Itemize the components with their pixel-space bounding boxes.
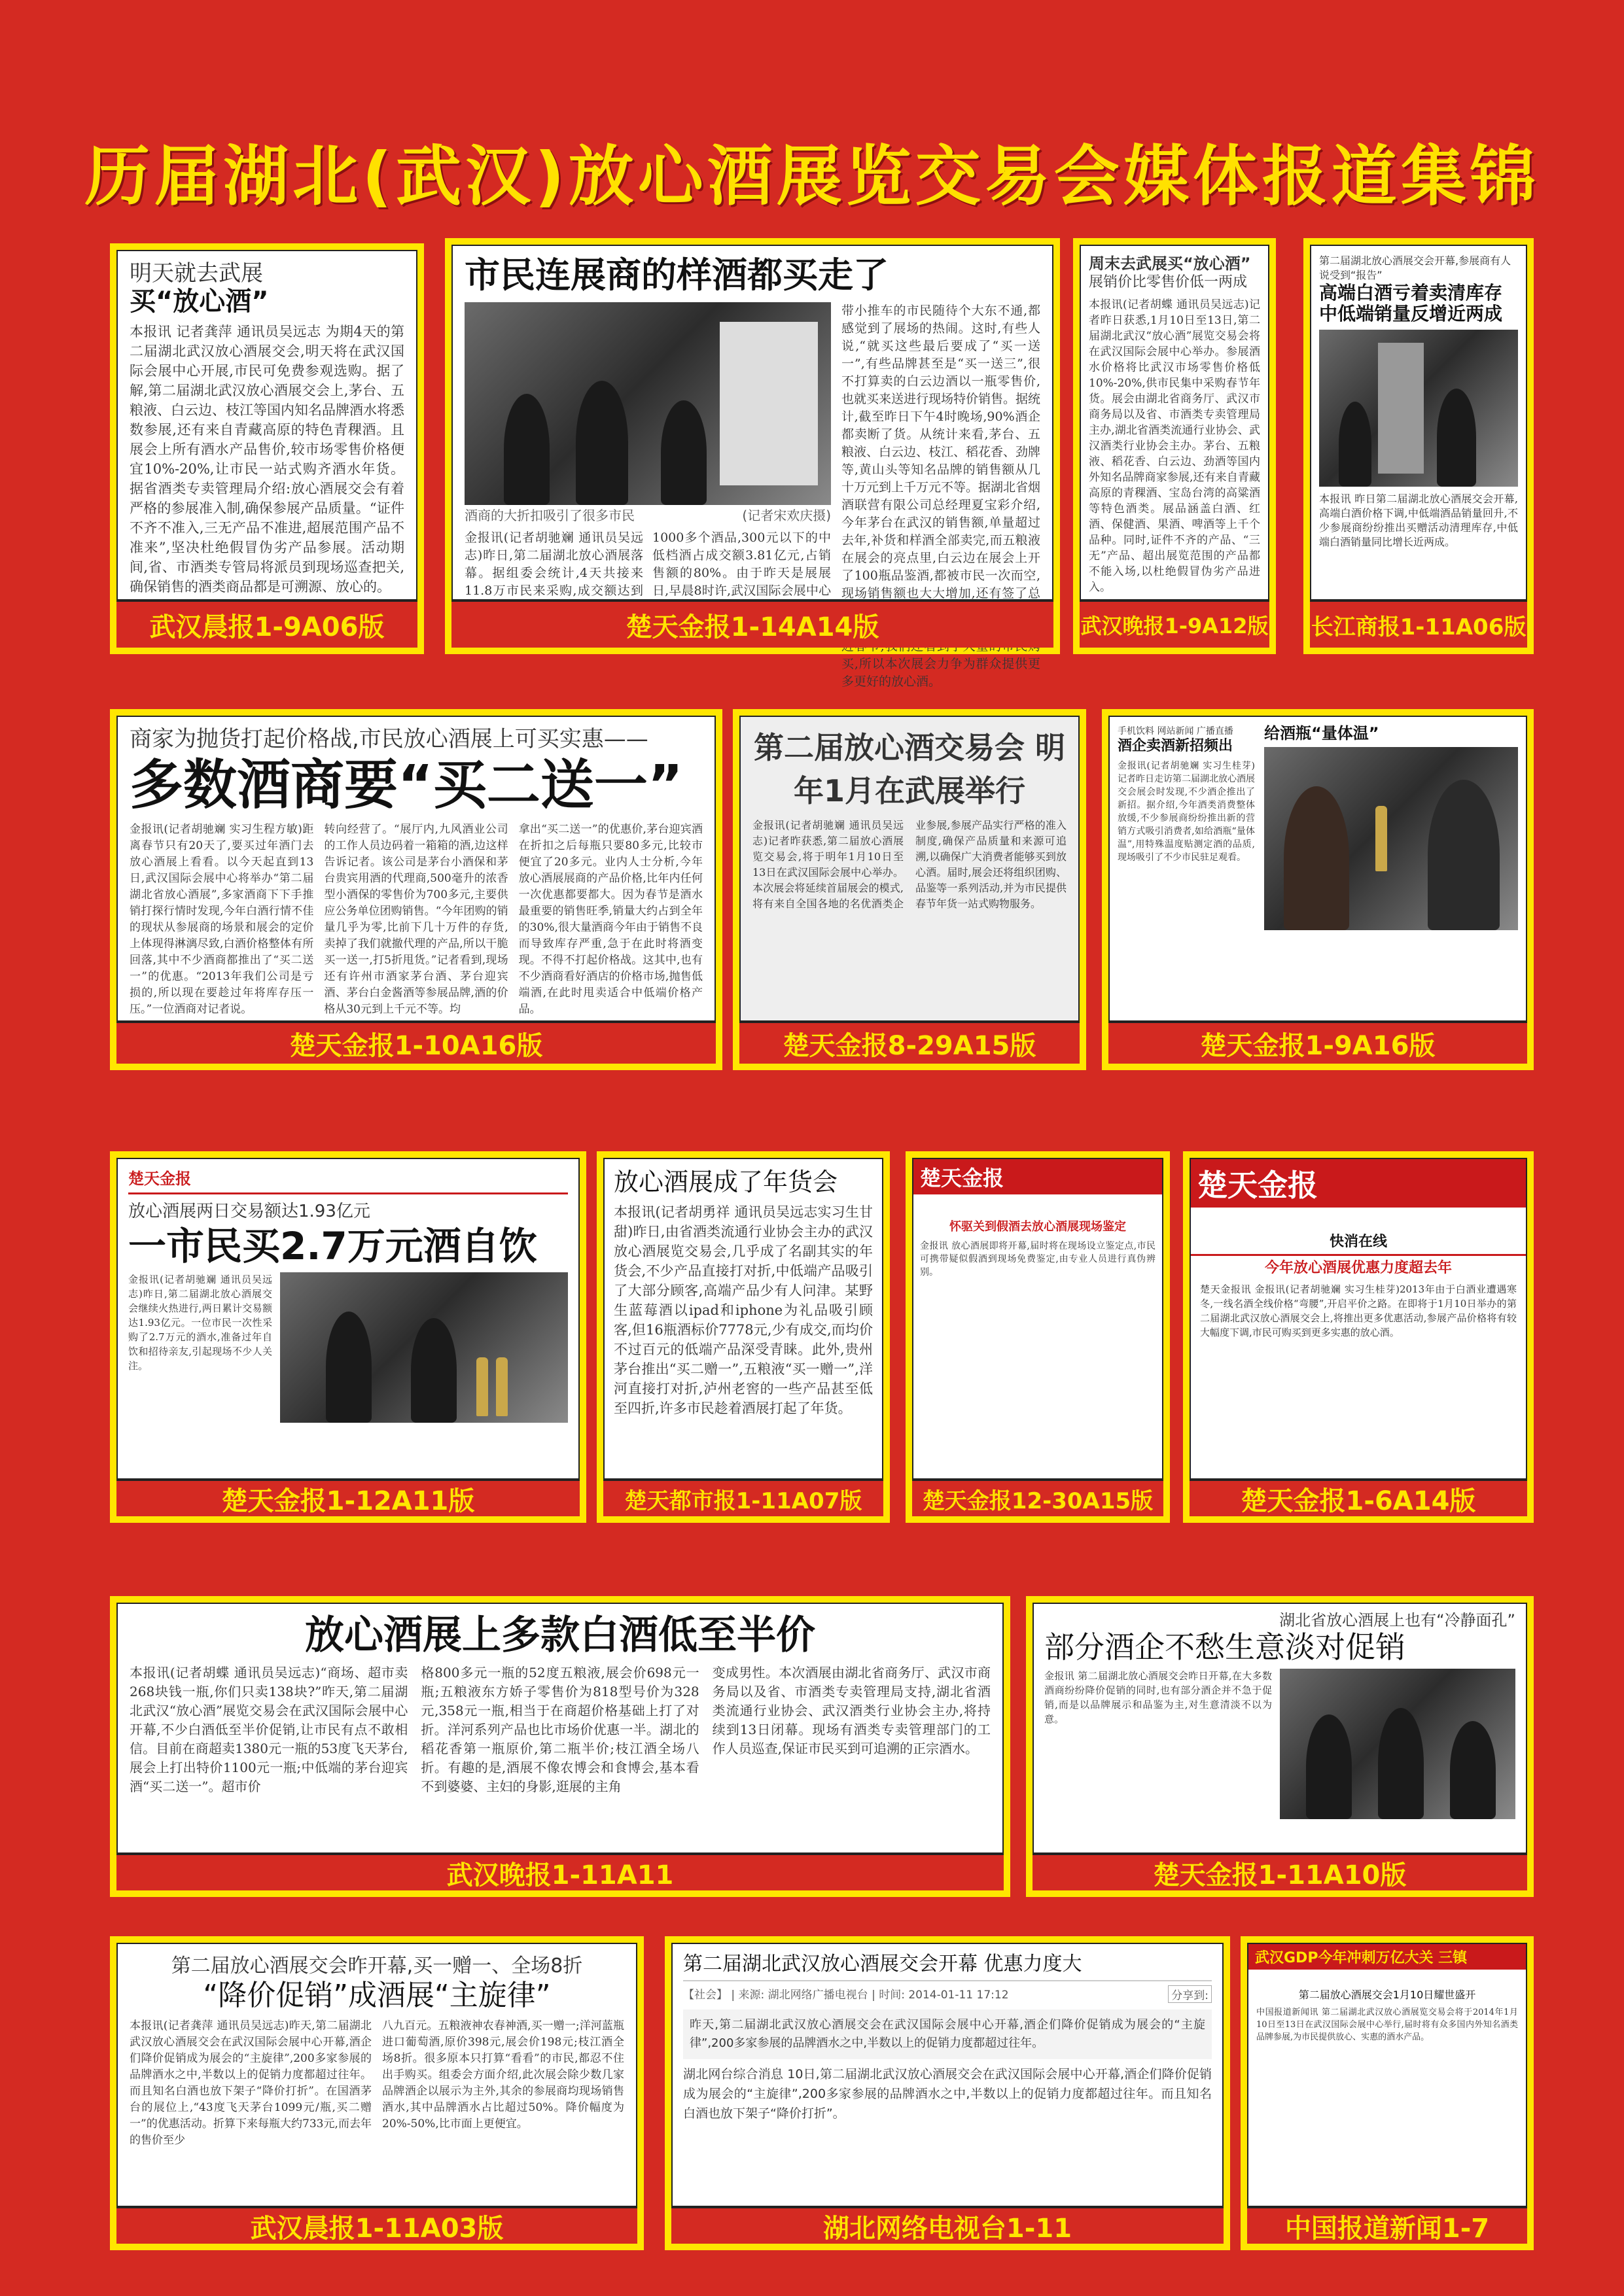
clip-body: 楚天金报讯 金报讯(记者胡驰斓 实习生桂芽)2013年由于白酒业遭遇寒冬,一线名酒全线价格“弯腰”,开启平价之路。在即将于1月10日举办的第二届湖北武汉放心酒展交会上,将推出更多优惠活动,参展产品价格将有较大幅度下调,市民可购买到更多实惠的放心酒。	[1200, 1283, 1517, 1338]
clip-caption: 楚天金报1-12A11版	[116, 1480, 580, 1516]
clip-chutian-0110	[110, 709, 722, 1070]
clip-caption: 楚天金报1-6A14版	[1190, 1480, 1527, 1516]
clip-caption: 楚天金报12-30A15版	[912, 1480, 1163, 1516]
clip-wuhan-evening-0111	[110, 1596, 1010, 1897]
clip-wuhan-morning-0111	[110, 1936, 644, 2250]
clip-kicker: 商家为抛货打起价格战,市民放心酒展上可买实惠——	[130, 726, 648, 752]
clip-headline: 多数酒商要“买二送一”	[130, 754, 683, 816]
clip-headline: 第二届湖北武汉放心酒展交会开幕 优惠力度大	[683, 1953, 1082, 1975]
clip-wuhan-evening-0109	[1073, 238, 1276, 654]
share-link[interactable]: 分享到:	[1168, 1985, 1212, 2003]
clip-body: 湖北网台综合消息 10日,第二届湖北武汉放心酒展交会在武汉国际会展中心开幕,酒企们降价促销成为展会的“主旋律”,200多家参展的品牌酒水之中,半数以上的促销力度都超过往年。而且知名白酒也放下架子“降价打折”。	[683, 2066, 1212, 2121]
clip-caption: 武汉晨报1-11A03版	[116, 2207, 637, 2244]
clip-subhead: 第二届放心酒展交会1月10日耀世盛开	[1298, 1989, 1476, 2001]
clip-kicker: 湖北省放心酒展上也有“冷静面孔”	[1279, 1611, 1515, 1629]
clip-caption: 楚天金报1-11A10版	[1033, 1854, 1527, 1890]
clip-hubei-net-tv-0111	[665, 1936, 1230, 2250]
clip-subhead: 怀驱关到假酒去放心酒展现场鉴定	[949, 1220, 1126, 1234]
news-photo	[1319, 330, 1518, 487]
article-meta: 【社会】 | 来源: 湖北网络广播电视台 | 时间: 2014-01-11 17:12	[683, 1988, 1009, 2002]
clip-content	[1033, 1603, 1527, 1854]
clip-headline: 一市民买2.7万元酒自饮	[128, 1224, 537, 1268]
clip-body: 1000多个酒品,300元以下的中低档酒占成交额3.81亿元,占销售额的80%。由于昨天是展展日,早晨8时许,武汉国际会展中心	[652, 531, 831, 599]
clip-kicker: 第二届放心酒展交会昨开幕,买一赠一、全场8折	[171, 1955, 583, 1977]
clip-content	[116, 1158, 580, 1480]
clip-caption: 楚天金报1-9A16版	[1108, 1022, 1527, 1064]
clip-content	[603, 1158, 883, 1480]
clip-content	[116, 716, 716, 1022]
page-title: 历届湖北(武汉)放心酒展览交易会媒体报道集锦	[84, 138, 1540, 215]
clip-chutian-0106	[1183, 1151, 1534, 1523]
clip-caption: 楚天金报1-14A14版	[451, 600, 1053, 648]
clip-section: 快消在线	[1329, 1234, 1387, 1250]
clip-headline: 今年放心酒展优惠力度超去年	[1264, 1260, 1452, 1277]
clip-content	[1108, 716, 1527, 1022]
clip-body: 转向经营了。“展厅内,九风酒业公司的工作人员边码着一箱箱的酒,边这样告诉记者。该公司是茅台小酒保和茅台贵宾用酒的代理商,500毫升的浓香型小酒保的零售价为700多元,主要供应公务单位团购销售。“今年团购的销量几乎为零,比前下几十万件的存货,卖掉了我们就撤代理的产品,所以干脆买一送一,打5折甩货。”记者看到,现场还有许州市酒家茅台酒、茅台迎宾酒、茅台白金酱酒等参展品牌,酒的价格从30元到上千元不等。均	[324, 823, 508, 1017]
clip-body: 金报讯(记者胡驰斓 实习生桂芽)记者昨日走访第二届湖北放心酒展交会展会时发现,不少酒企推出了新招。据介绍,今年酒类消费整体放缓,不少参展商纷纷推出新的营销方式吸引消费者,如给酒瓶“量体温”,用特殊温度贴测定酒的品质,现场吸引了不少市民驻足观看。	[1118, 761, 1255, 863]
clip-content	[1190, 1158, 1527, 1480]
clip-content	[1247, 1943, 1527, 2207]
clip-content	[116, 250, 417, 600]
clip-changjiang-0111	[1303, 238, 1534, 654]
clip-chutian-dushi-0111	[597, 1151, 890, 1523]
clip-kicker: 放心酒展两日交易额达1.93亿元	[128, 1202, 370, 1221]
clip-wuhan-morning-0109	[110, 243, 424, 654]
clip-body: 中国报道新闻讯 第二届湖北武汉放心酒展览交易会将于2014年1月10日至13日在武汉国际会展中心举行,届时将有众多国内外知名酒类品牌参展,为市民提供放心、实惠的酒水产品。	[1256, 2008, 1518, 2043]
clip-headline: 酒企卖酒新招频出	[1118, 738, 1233, 754]
clip-chutian-0114	[445, 238, 1060, 689]
clip-body: 带小推车的市民随待个大东不通,都感觉到了展场的热闹。这时,有些人说,“就买这些最后要成了“买一送一”,有些品牌甚至是“买一送三”,很不打算卖的白云边酒以一瓶零售价,也就买来送进行现场特价销售。据统计,截至昨日下午4时晚场,90%酒企都卖断了货。从统计来看,茅台、五粮液、白云边、枝江、稻花香、劲牌等,黄山头等知名品牌的销售额从几十万元到上千万元不等。据湖北省烟酒联营有限公司总经理夏宝彩介绍,今年茅台在武汉的销售额,单量超过去年,补货和样酒全部卖完,而五粮液在展会的亮点里,白云边在展会上开了100瓶品鉴酒,都被市民一次而空,现场销售额也大大增加,还有签了总 买,所以本次展会力争为群众提供更多更好的放心酒。	[841, 304, 1041, 689]
clip-chutian-0111	[1026, 1596, 1534, 1897]
clip-caption: 中国报道新闻1-7	[1247, 2207, 1527, 2244]
clip-caption: 武汉晚报1-9A12版	[1080, 600, 1269, 648]
newspaper-masthead: 武汉GDP今年冲刺万亿大关 三镇	[1248, 1944, 1526, 1970]
clip-chutian-0112	[110, 1151, 586, 1523]
clip-china-report-0107	[1241, 1936, 1534, 2250]
clip-headline-2: 给酒瓶“量体温”	[1264, 724, 1379, 742]
news-photo	[465, 302, 831, 505]
clip-content	[116, 1943, 637, 2207]
clip-body: 拿出“买二送一”的优惠价,茅台迎宾酒在折扣之后每瓶只要80多元,比较市便宜了20多元。业内人士分析,今年放心酒展展商的产品价格,比年内任何一次优惠都要都大。因为春节是酒水最重要的销售旺季,销量大约占到全年的30%,很大量酒商今年由于销售不良而导致库存严重,急于在此时将酒变现。不得不打起价格战。这其中,也有不少酒商看好酒店的价格市场,抛售低端酒,在此时甩卖适合中低端价格产品。	[518, 823, 703, 1017]
clip-headline: 放心酒展成了年货会	[614, 1168, 838, 1196]
clip-caption: 楚天金报8-29A15版	[739, 1022, 1080, 1064]
newspaper-masthead: 楚天金报	[128, 1166, 191, 1189]
clip-content	[116, 1603, 1004, 1854]
clip-caption: 湖北网络电视台1-11	[671, 2207, 1224, 2244]
clip-caption: 楚天都市报1-11A07版	[603, 1480, 883, 1516]
clip-content	[671, 1943, 1224, 2207]
clip-body: 变成男性。本次酒展由湖北省商务厅、武汉市商务局以及省、市酒类专卖管理局支持,湖北省酒类流通行业协会、武汉酒类行业协会主办,将持续到13日闭幕。现场有酒类专卖管理部门的工作人员巡查,保证市民买到可追溯的正宗酒水。	[712, 1665, 991, 1756]
clip-caption: 武汉晚报1-11A11	[116, 1854, 1004, 1890]
news-photo	[1280, 1669, 1515, 1819]
clip-kicker: 周末去武展买“放心酒”	[1089, 254, 1251, 273]
clip-content	[912, 1158, 1163, 1480]
clip-content	[1310, 245, 1527, 600]
clip-body: 八九百元。五粮液神农春神酒,买一赠一;洋河蓝瓶进口葡萄酒,原价398元,展会价198元;枝江酒全场8折。很多原本只打算“看看”的市民,都忍不住出手购买。组委会方面介绍,此次展会除少数几家品牌酒企以展示为主外,其余的参展商均现场销售酒水,其中品牌酒水占比超过50%。降价幅度为20%-50%,比市面上更便宜。	[382, 2019, 624, 2131]
newspaper-masthead: 楚天金报	[1191, 1159, 1526, 1208]
clip-headline: 部分酒企不愁生意淡对促销	[1044, 1629, 1405, 1665]
clip-caption: 长江商报1-11A06版	[1310, 600, 1527, 648]
clip-chutian-1230	[906, 1151, 1170, 1523]
clip-body: 金报讯(记者胡驰斓 通讯员吴远志)昨日,第二届湖北放心酒展落幕。据组委会统计,4天共接来11.8万市民来采购,成交额达到	[465, 531, 643, 599]
clip-headline: 买“放心酒”	[130, 287, 269, 317]
clip-body: 本报讯(记者胡蝶 通讯员吴远志)记者昨日获悉,1月10日至13日,第二届湖北武汉“放心酒”展览交易会将在武汉国际会展中心举办。参展酒水价格将比武汉市场零售价格低10%-20%,供市民集中采购春节年货。展会由湖北省商务厅、武汉市商务局以及省、市酒类专卖管理局主办,湖北省酒类流通行业协会、武汉酒类行业协会主办。茅台、五粮液、稻花香、白云边、劲酒等国内外知名品牌商家参展,还有来自青藏高原的青稞酒、宝岛台湾的高粱酒等特色酒类。展品涵盖白酒、红酒、保健酒、果酒、啤酒等上千个品种。同时,证件不齐的产品、“三无”产品、超出展览范围的产品都不能入场,以杜绝假冒伪劣产品进入。	[1089, 298, 1260, 594]
clip-body: 金报讯 放心酒展即将开幕,届时将在现场设立鉴定点,市民可携带疑似假酒到现场免费鉴定,由专业人员进行真伪辨别。	[920, 1240, 1156, 1278]
clip-body: 格800多元一瓶的52度五粮液,展会价698元一瓶;五粮液东方娇子零售价为818型号价为328元,358元一瓶,相当于在商超价格基础上打了对折。洋河系列产品也比市场价优惠一半。湖北的稻花香第一瓶原价,第二瓶半价;枝江酒全场八折。有趣的是,酒展不像农博会和食博会,基本看不到婆婆、主妇的身影,逛展的主角	[421, 1665, 699, 1794]
clip-kicker: 明天就去武展	[130, 260, 263, 287]
clip-body: 本报讯(记者胡蝶 通讯员吴远志)“商场、超市卖268块钱一瓶,你们只卖138块?”昨天,第二届湖北武汉“放心酒”展览交易会在武汉国际会展中心开幕,不少白酒低至半价促销,让市民有点不敢相信。目前在商超卖1380元一瓶的53度飞天茅台,展会上打出特价1100元一瓶;中低端的茅台迎宾酒“买二送一”。超市价	[130, 1665, 408, 1794]
news-photo	[280, 1272, 568, 1423]
clip-content	[739, 716, 1080, 1022]
clip-headline: 放心酒展上多款白酒低至半价	[305, 1612, 815, 1658]
clip-chutian-0109	[1102, 709, 1534, 1070]
clip-headline: 高端白酒亏着卖清库存 中低端销量反增近两成	[1319, 282, 1503, 325]
clip-body: 本报讯 昨日第二届湖北放心酒展交会开幕,高端白酒价格下调,中低端酒品销量回升,不少参展商纷纷推出买赠活动清理库存,中低端白酒销量同比增长近两成。	[1319, 493, 1518, 549]
clip-body: 本报讯 记者龚萍 通讯员吴远志 为期4天的第二届湖北武汉放心酒展交会,明天将在武汉国际会展中心开展,市民可免费参观选购。据了解,第二届湖北武汉放心酒展交会上,茅台、五粮液、白云边、枝江等国内知名品牌酒水将悉数参展,还有来自青藏高原的特色青稞酒。且展会上所有酒水产品售价,较市场零售价格便宜10%-20%,让市民一站式购齐酒水年货。据省酒类专卖管理局介绍:放心酒展交会有着严格的参展准入制,确保参展产品质量。“证件不齐不准入,三无产品不准进,超展范围产品不准来”,坚决杜绝假冒伪劣产品参展。活动期间,省、市酒类专管局将派员到现场巡查把关,确保销售的酒类商品都是可溯源、放心的。	[130, 324, 404, 595]
clip-body: 本报讯(记者胡勇祥 通讯员吴远志实习生甘甜)昨日,由省酒类流通行业协会主办的武汉放心酒展览交易会,几乎成了名副其实的年货会,不少产品直接打对折,中低端产品吸引了大部分顾客,高端产品少有人问津。某野生蓝莓酒以ipad和iphone为礼品吸引顾客,但16瓶酒标价7778元,少有成交,而均价不过百元的低端产品深受青睐。此外,贵州茅台推出“买二赠一”,五粮液“买一赠一”,洋河直接打对折,泸州老窖的一些产品甚至低至四折,许多市民趁着酒展打起了年货。	[614, 1204, 873, 1416]
article-lead: 昨天,第二届湖北武汉放心酒展交会在武汉国际会展中心开幕,酒企们降价促销成为展会的“主旋律”,200多家参展的品牌酒水之中,半数以上的促销力度都超过往年。	[683, 2009, 1212, 2059]
newspaper-masthead: 楚天金报	[913, 1159, 1162, 1194]
clip-content	[1080, 245, 1269, 600]
clip-subhead: 展销价比零售价低一两成	[1089, 274, 1248, 290]
news-photo	[1264, 747, 1518, 930]
clip-caption: 楚天金报1-10A16版	[116, 1022, 716, 1064]
clip-headline: 市民连展商的样酒都买走了	[465, 254, 889, 296]
clip-body: 金报讯 第二届湖北放心酒展交会昨日开幕,在大多数酒商纷纷降价促销的同时,也有部分酒企并不急于促销,而是以品牌展示和品鉴为主,对生意清淡不以为意。	[1044, 1669, 1272, 1725]
clip-kicker: 第二届湖北放心酒展交会开幕,参展商有人说受到“报告”	[1319, 254, 1511, 281]
clip-body: 本报讯(记者龚萍 通讯员吴远志)昨天,第二届湖北武汉放心酒展交会在武汉国际会展中心开幕,酒企们降价促销成为展会的“主旋律”,200多家参展的品牌酒水之中,半数以上的促销力度都超过往年。而且知名白酒也放下架子“降价打折”。在国酒茅台的展位上,“43度飞天茅台1099元/瓶,买二赠一”的优惠活动。折算下来每瓶大约733元,而去年的售价至少	[130, 2019, 372, 2147]
photo-credit: (记者宋欢庆摄)	[742, 508, 831, 524]
clip-chutian-0829	[733, 709, 1086, 1070]
clip-caption: 武汉晨报1-9A06版	[116, 600, 417, 648]
clip-headline: “降价促销”成酒展“主旋律”	[203, 1979, 551, 2012]
clip-body: 金报讯(记者胡驰斓 通讯员吴远志)记者昨获悉,第二届放心酒展览交易会,将于明年1月10日至13日在武汉国际会展中心举办。本次展会将延续首届展会的模式,将有来自全国各地的名优酒类企业参展,参展产品实行严格的准入制度,确保产品质量和来源可追溯,以确保广大消费者能够买到放心酒。届时,展会还将组织团购、品鉴等一系列活动,并为市民提供春节年货一站式购物服务。	[752, 819, 1067, 910]
photo-caption: 酒商的大折扣吸引了很多市民	[465, 508, 635, 524]
clip-body: 金报讯(记者胡驰斓 通讯员吴远志)昨日,第二届湖北放心酒展交会继续火热进行,两日累计交易额达1.93亿元。一位市民一次性采购了2.7万元的酒水,准备过年自饮和招待亲友,引起现场不少人关注。	[128, 1273, 272, 1372]
clip-headline: 第二届放心酒交易会 明年1月在武展举行	[753, 730, 1065, 809]
clip-kicker: 手机饮料 网站新闻 广播直播	[1118, 726, 1233, 737]
clip-body: 金报讯(记者胡驰斓 实习生程方敏)距离春节只有20天了,要买过年酒门去放心酒展上看看。以今天起直到13日,武汉国际会展中心将举办“第二届湖北省放心酒展”,多家酒商下下手推销打探行情时发现,今年白酒行情不佳的现状从参展商的场景和展会的定价上体现得淋漓尽致,白酒价格整体有所回落,其中不少酒商都推出了“买二送一”的优惠。“2013年我们公司是亏损的,所以现在要趁过年将库存压一压。”一位酒商对记者说。	[130, 823, 314, 1017]
